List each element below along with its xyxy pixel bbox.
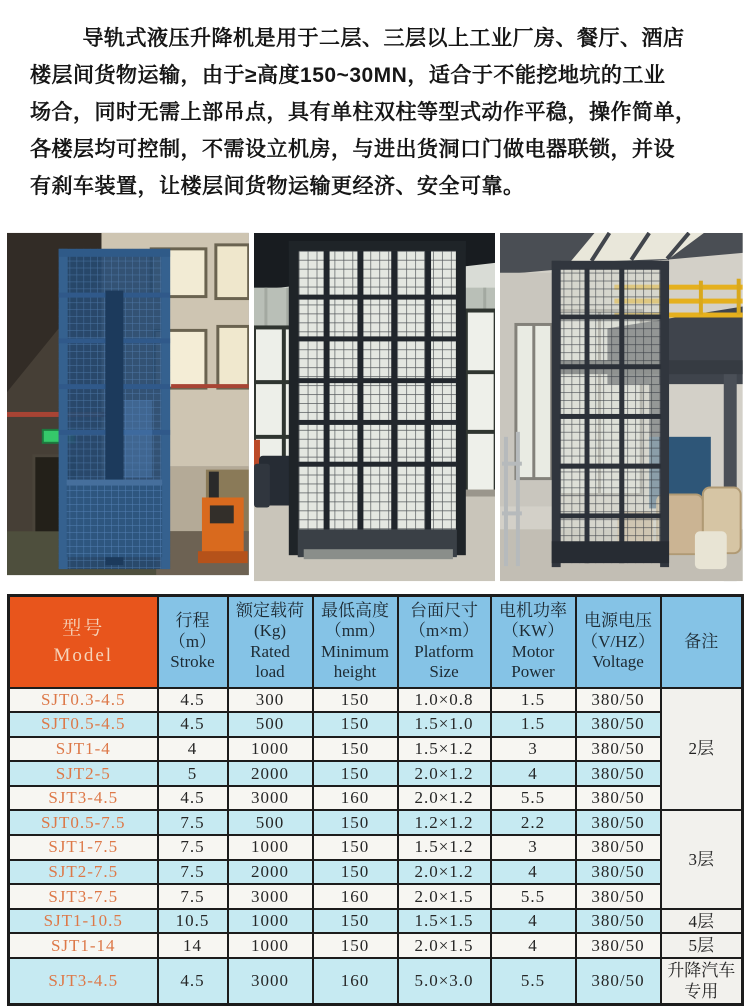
spec-row-sjt3-4.5 <box>9 786 743 811</box>
model-cell: SJT2-7.5 <box>9 860 158 885</box>
min-height-cell: 150 <box>313 810 398 835</box>
header-en: Model <box>53 644 114 666</box>
spec-table-section <box>0 594 750 1006</box>
platform-size-cell: 2.0×1.2 <box>398 860 491 885</box>
stroke-cell: 4.5 <box>158 688 228 713</box>
model-cell: SJT0.5-4.5 <box>9 712 158 737</box>
col-header-stroke <box>158 596 228 688</box>
motor-power-cell: 3 <box>491 835 576 860</box>
stroke-cell: 5 <box>158 761 228 786</box>
product-photo-black-lift <box>254 232 496 582</box>
spec-row-sjt2-5 <box>9 761 743 786</box>
stroke-cell: 10.5 <box>158 909 228 934</box>
voltage-cell: 380/50 <box>576 884 661 909</box>
header-zh: 台面尺寸 <box>410 600 478 620</box>
platform-size-cell: 1.0×0.8 <box>398 688 491 713</box>
header-unit: （m） <box>168 631 217 651</box>
model-cell: SJT1-10.5 <box>9 909 158 934</box>
model-cell: SJT3-7.5 <box>9 884 158 909</box>
spec-row-sjt0.5-4.5 <box>9 712 743 737</box>
motor-power-cell: 5.5 <box>491 786 576 811</box>
model-cell: SJT2-5 <box>9 761 158 786</box>
header-en: Motor <box>511 641 555 661</box>
min-height-cell: 150 <box>313 835 398 860</box>
header-zh: 电机功率 <box>499 600 567 620</box>
rated-load-cell: 3000 <box>228 786 313 811</box>
spec-row-sjt1-4 <box>9 737 743 762</box>
product-photo-strip <box>0 232 750 582</box>
stroke-cell: 7.5 <box>158 860 228 885</box>
voltage-cell: 380/50 <box>576 712 661 737</box>
stroke-cell: 7.5 <box>158 810 228 835</box>
min-height-cell: 160 <box>313 786 398 811</box>
voltage-cell: 380/50 <box>576 761 661 786</box>
header-en: Power <box>511 662 555 682</box>
rated-load-cell: 2000 <box>228 761 313 786</box>
stroke-cell: 7.5 <box>158 835 228 860</box>
voltage-cell: 380/50 <box>576 810 661 835</box>
voltage-cell: 380/50 <box>576 909 661 934</box>
header-en: load <box>255 662 285 682</box>
stroke-cell: 14 <box>158 933 228 958</box>
stroke-cell: 4.5 <box>158 958 228 1004</box>
stroke-cell: 4 <box>158 737 228 762</box>
remark-cell: 3层 <box>661 810 743 908</box>
remark-cell: 4层 <box>661 909 743 934</box>
rated-load-cell: 300 <box>228 688 313 713</box>
motor-power-cell: 5.5 <box>491 958 576 1004</box>
spec-row-sjt2-7.5 <box>9 860 743 885</box>
product-photo-blue-lift <box>7 232 249 576</box>
voltage-cell: 380/50 <box>576 688 661 713</box>
min-height-cell: 150 <box>313 761 398 786</box>
header-unit: （mm） <box>324 621 386 641</box>
model-cell: SJT3-4.5 <box>9 958 158 1004</box>
model-cell: SJT1-7.5 <box>9 835 158 860</box>
motor-power-cell: 2.2 <box>491 810 576 835</box>
header-unit: （KW） <box>501 621 565 641</box>
voltage-cell: 380/50 <box>576 933 661 958</box>
motor-power-cell: 4 <box>491 761 576 786</box>
motor-power-cell: 1.5 <box>491 688 576 713</box>
stroke-cell: 4.5 <box>158 786 228 811</box>
col-header-motor-power <box>491 596 576 688</box>
header-en: Rated <box>250 641 290 661</box>
min-height-cell: 150 <box>313 933 398 958</box>
min-height-cell: 150 <box>313 737 398 762</box>
intro-line: 有刹车装置，让楼层间货物运输更经济、安全可靠。 <box>30 175 525 198</box>
spec-row-sjt0.5-7.5 <box>9 810 743 835</box>
motor-power-cell: 4 <box>491 860 576 885</box>
col-header-rated-load <box>228 596 313 688</box>
rated-load-cell: 1000 <box>228 933 313 958</box>
rated-load-cell: 1000 <box>228 835 313 860</box>
col-header-voltage <box>576 596 661 688</box>
rated-load-cell: 1000 <box>228 737 313 762</box>
voltage-cell: 380/50 <box>576 958 661 1004</box>
min-height-cell: 150 <box>313 909 398 934</box>
header-zh: 电源电压 <box>584 611 652 630</box>
platform-size-cell: 1.2×1.2 <box>398 810 491 835</box>
model-cell: SJT1-4 <box>9 737 158 762</box>
platform-size-cell: 1.5×1.5 <box>398 909 491 934</box>
motor-power-cell: 4 <box>491 933 576 958</box>
spec-row-sjt1-7.5 <box>9 835 743 860</box>
model-cell: SJT1-14 <box>9 933 158 958</box>
platform-size-cell: 1.5×1.2 <box>398 835 491 860</box>
motor-power-cell: 5.5 <box>491 884 576 909</box>
header-en: height <box>333 662 377 682</box>
spec-row-sjt1-10.5 <box>9 909 743 934</box>
spec-row-sjt0.3-4.5 <box>9 688 743 713</box>
platform-size-cell: 2.0×1.2 <box>398 786 491 811</box>
intro-line: 场合，同时无需上部吊点，具有单柱双柱等型式动作平稳，操作简单， <box>30 101 697 124</box>
header-en: Minimum <box>320 641 389 661</box>
spec-table <box>7 594 744 1006</box>
platform-size-cell: 1.5×1.0 <box>398 712 491 737</box>
rated-load-cell: 3000 <box>228 884 313 909</box>
motor-power-cell: 4 <box>491 909 576 934</box>
min-height-cell: 150 <box>313 860 398 885</box>
min-height-cell: 150 <box>313 688 398 713</box>
voltage-cell: 380/50 <box>576 737 661 762</box>
header-en: Platform <box>414 641 474 661</box>
stroke-cell: 7.5 <box>158 884 228 909</box>
rated-load-cell: 2000 <box>228 860 313 885</box>
model-cell: SJT3-4.5 <box>9 786 158 811</box>
min-height-cell: 160 <box>313 884 398 909</box>
header-zh: 最低高度 <box>321 600 389 620</box>
rated-load-cell: 3000 <box>228 958 313 1004</box>
header-en: Stroke <box>170 652 215 671</box>
header-zh: 额定载荷 <box>236 600 304 620</box>
rated-load-cell: 500 <box>228 712 313 737</box>
header-unit: (Kg) <box>253 621 287 641</box>
col-header-model <box>9 596 158 688</box>
motor-power-cell: 3 <box>491 737 576 762</box>
remark-cell: 5层 <box>661 933 743 958</box>
header-zh: 行程 <box>175 611 210 630</box>
header-unit: （m×m） <box>408 621 480 641</box>
header-zh: 型号 <box>62 617 105 639</box>
intro-line: 导轨式液压升降机是用于二层、三层以上工业厂房、餐厅、酒店 <box>82 27 685 50</box>
motor-power-cell: 1.5 <box>491 712 576 737</box>
header-zh: 备注 <box>684 631 719 651</box>
col-header-min-height <box>313 596 398 688</box>
platform-size-cell: 2.0×1.5 <box>398 884 491 909</box>
min-height-cell: 150 <box>313 712 398 737</box>
model-cell: SJT0.3-4.5 <box>9 688 158 713</box>
platform-size-cell: 1.5×1.2 <box>398 737 491 762</box>
intro-paragraph <box>0 0 750 205</box>
header-unit: （V/HZ） <box>581 631 655 651</box>
rated-load-cell: 500 <box>228 810 313 835</box>
min-height-cell: 160 <box>313 958 398 1004</box>
table-header-row <box>9 596 743 688</box>
remark-cell: 升降汽车专用 <box>661 958 743 1004</box>
voltage-cell: 380/50 <box>576 835 661 860</box>
header-en: Size <box>429 662 459 682</box>
spec-row-sjt3-7.5 <box>9 884 743 909</box>
model-cell: SJT0.5-7.5 <box>9 810 158 835</box>
remark-cell: 2层 <box>661 688 743 811</box>
spec-row-sjt1-14 <box>9 933 743 958</box>
platform-size-cell: 5.0×3.0 <box>398 958 491 1004</box>
spec-row-sjt3-4.5 <box>9 958 743 1004</box>
platform-size-cell: 2.0×1.5 <box>398 933 491 958</box>
intro-line: 楼层间货物运输，由于≥高度150~30MN，适合于不能挖地坑的工业 <box>30 64 666 87</box>
header-en: Voltage <box>592 652 644 671</box>
voltage-cell: 380/50 <box>576 786 661 811</box>
platform-size-cell: 2.0×1.2 <box>398 761 491 786</box>
intro-line: 各楼层均可控制，不需设立机房，与进出货洞口门做电器联锁，并设 <box>30 138 675 161</box>
voltage-cell: 380/50 <box>576 860 661 885</box>
col-header-platform-size <box>398 596 491 688</box>
product-photo-grey-lift <box>500 232 743 582</box>
rated-load-cell: 1000 <box>228 909 313 934</box>
stroke-cell: 4.5 <box>158 712 228 737</box>
col-header-remark <box>661 596 743 688</box>
